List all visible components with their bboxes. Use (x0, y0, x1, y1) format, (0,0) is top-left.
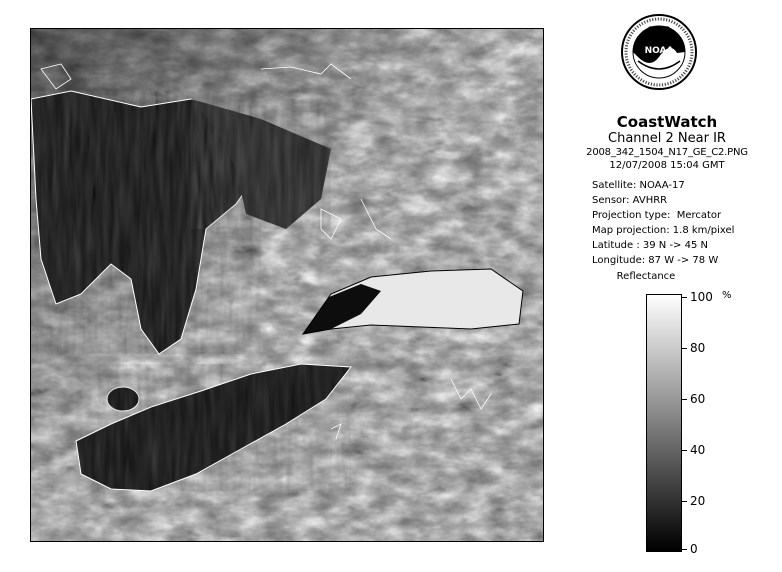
file-name: 2008_342_1504_N17_GE_C2.PNG (586, 147, 748, 158)
projection-type-label: Projection type: Mercator (592, 210, 722, 221)
date-time: 12/07/2008 15:04 GMT (609, 160, 725, 171)
colorbar-tick (681, 348, 687, 349)
map-image (31, 29, 543, 541)
colorbar-tick-label: 60 (690, 392, 706, 406)
noaa-logo (620, 13, 698, 91)
colorbar-tick (681, 501, 687, 502)
noaa-seal-icon (620, 13, 698, 91)
satellite-label: Satellite: NOAA-17 (592, 180, 685, 191)
colorbar-tick-label: 20 (690, 494, 706, 508)
lake-st-clair (107, 387, 139, 411)
colorbar-tick (681, 399, 687, 400)
sensor-label: Sensor: AVHRR (592, 195, 668, 206)
colorbar-tick-label: 100 (690, 290, 713, 304)
colorbar-tick (681, 297, 687, 298)
channel-label: Channel 2 Near IR (608, 131, 726, 146)
product-info (562, 113, 772, 172)
colorbar-tick (681, 549, 687, 550)
satellite-map (30, 28, 544, 542)
map-projection-label: Map projection: 1.8 km/pixel (592, 225, 735, 236)
colorbar-tick (681, 450, 687, 451)
colorbar-tick-label: 80 (690, 341, 706, 355)
metadata-list (592, 178, 734, 268)
svg-text:NOAA: NOAA (644, 46, 674, 56)
colorbar-tick-label: 40 (690, 443, 706, 457)
product-title: CoastWatch (616, 113, 718, 131)
latitude-label: Latitude : 39 N -> 45 N (592, 240, 708, 251)
legend-unit: % (722, 290, 732, 301)
reflectance-colorbar (646, 294, 682, 552)
colorbar-tick-label: 0 (690, 542, 698, 556)
legend-title: Reflectance (616, 271, 676, 282)
longitude-label: Longitude: 87 W -> 78 W (592, 255, 719, 266)
